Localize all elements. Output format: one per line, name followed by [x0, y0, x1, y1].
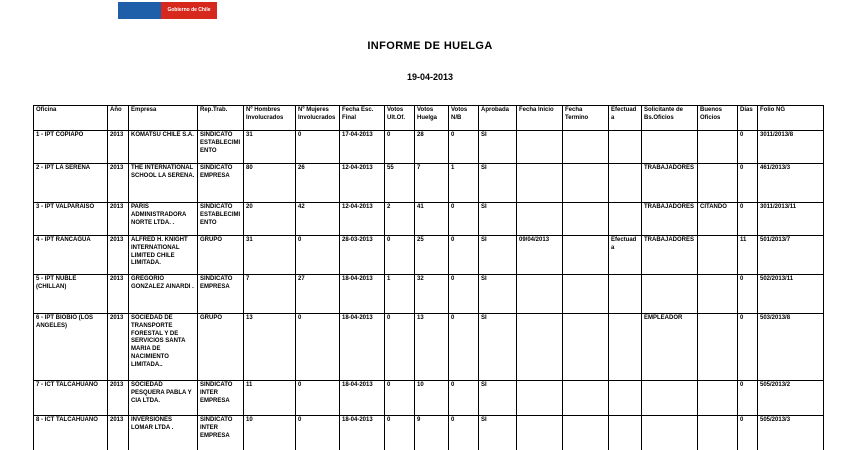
table-cell: [642, 381, 698, 416]
table-cell: 503/2013/8: [758, 314, 824, 381]
table-cell: 2013: [108, 203, 129, 236]
table-row: [34, 131, 824, 164]
table-cell: 3 - IPT VALPARAISO: [34, 203, 108, 236]
table-cell: TRABAJADORES: [642, 236, 698, 275]
table-cell: GREGORIO GONZALEZ AINARDI .: [129, 275, 198, 314]
column-header: Fecha Esc. Final: [340, 106, 385, 131]
table-cell: 0: [385, 381, 415, 416]
table-cell: 5 - IPT ÑUBLE (CHILLAN): [34, 275, 108, 314]
table-row: [34, 164, 824, 203]
report-date: 19-04-2013: [406, 72, 454, 82]
table-cell: 12-04-2013: [340, 164, 385, 203]
table-cell: Efectuada: [609, 236, 642, 275]
table-row: [34, 203, 824, 236]
column-header: Nº Mujeres Involucrados: [296, 106, 340, 131]
table-cell: 0: [449, 275, 479, 314]
chile-flag-icon: [118, 2, 161, 19]
table-cell: ALFRED H. KNIGHT INTERNATIONAL LIMITED CHILE LIMITADA.: [129, 236, 198, 275]
table-cell: SI: [479, 314, 517, 381]
table-cell: 2: [385, 203, 415, 236]
table-cell: [563, 416, 609, 450]
table-cell: 25: [415, 236, 449, 275]
table-cell: 0: [738, 381, 758, 416]
table-cell: 18-04-2013: [340, 416, 385, 450]
table-cell: 0: [738, 164, 758, 203]
table-cell: 8 - ICT TALCAHUANO: [34, 416, 108, 450]
column-header: Efectuada: [609, 106, 642, 131]
table-cell: [698, 381, 738, 416]
table-cell: 501/2013/7: [758, 236, 824, 275]
table-cell: [698, 236, 738, 275]
table-cell: SI: [479, 416, 517, 450]
table-cell: GRUPO: [198, 314, 244, 381]
table-cell: SINDICATO INTER EMPRESA: [198, 381, 244, 416]
table-cell: 42: [296, 203, 340, 236]
table-cell: KOMATSU CHILE S.A.: [129, 131, 198, 164]
table-cell: THE INTERNATIONAL SCHOOL LA SERENA.: [129, 164, 198, 203]
table-cell: SI: [479, 236, 517, 275]
table-cell: [698, 416, 738, 450]
table-cell: [563, 381, 609, 416]
table-cell: 0: [738, 131, 758, 164]
table-cell: [609, 131, 642, 164]
table-cell: [609, 381, 642, 416]
table-cell: SI: [479, 275, 517, 314]
table-cell: [563, 275, 609, 314]
table-cell: 1 - IPT COPIAPO: [34, 131, 108, 164]
gobierno-de-chile-logo: [118, 2, 217, 19]
table-cell: 0: [738, 314, 758, 381]
table-cell: [642, 416, 698, 450]
table-cell: 28-03-2013: [340, 236, 385, 275]
column-header: Fecha Termino: [563, 106, 609, 131]
table-cell: 0: [449, 236, 479, 275]
table-cell: 0: [296, 314, 340, 381]
table-header: [34, 106, 824, 131]
table-cell: 0: [449, 203, 479, 236]
table-cell: SINDICATO ESTABLECIMIENTO: [198, 131, 244, 164]
table-cell: [698, 164, 738, 203]
table-cell: 0: [738, 275, 758, 314]
table-cell: [517, 381, 563, 416]
table-cell: 2013: [108, 275, 129, 314]
table-cell: 502/2013/11: [758, 275, 824, 314]
table-cell: [642, 275, 698, 314]
table-cell: 505/2013/3: [758, 416, 824, 450]
huelga-table: [33, 105, 824, 450]
column-header: Folio NG: [758, 106, 824, 131]
table-cell: 41: [415, 203, 449, 236]
table-cell: [517, 275, 563, 314]
table-cell: [642, 131, 698, 164]
table-cell: 09/04/2013: [517, 236, 563, 275]
column-header: Buenos Oficios: [698, 106, 738, 131]
table-row: [34, 381, 824, 416]
table-cell: [563, 203, 609, 236]
table-cell: [609, 203, 642, 236]
table-cell: 505/2013/2: [758, 381, 824, 416]
table-cell: [609, 275, 642, 314]
table-cell: SI: [479, 164, 517, 203]
table-cell: 9: [415, 416, 449, 450]
table-cell: [609, 164, 642, 203]
table-cell: SI: [479, 381, 517, 416]
table-cell: SI: [479, 203, 517, 236]
table-cell: 18-04-2013: [340, 314, 385, 381]
table-row: [34, 236, 824, 275]
table-cell: 2013: [108, 236, 129, 275]
table-body: [34, 131, 824, 450]
table-cell: TRABAJADORES: [642, 203, 698, 236]
table-cell: SINDICATO EMPRESA: [198, 164, 244, 203]
table-cell: 0: [738, 416, 758, 450]
table-cell: 7: [244, 275, 296, 314]
table-row: [34, 314, 824, 381]
table-cell: 2013: [108, 164, 129, 203]
table-cell: 3011/2013/8: [758, 131, 824, 164]
table-cell: 1: [449, 164, 479, 203]
table-cell: 0: [449, 314, 479, 381]
table-cell: 2013: [108, 416, 129, 450]
table-cell: 27: [296, 275, 340, 314]
table-cell: [698, 314, 738, 381]
table-cell: 13: [415, 314, 449, 381]
column-header: Nº Hombres Involucrados: [244, 106, 296, 131]
table-cell: SOCIEDAD PESQUERA PABLA Y CIA LTDA.: [129, 381, 198, 416]
table-cell: 11: [738, 236, 758, 275]
table-cell: [517, 314, 563, 381]
table-cell: EMPLEADOR: [642, 314, 698, 381]
table-cell: SINDICATO INTER EMPRESA: [198, 416, 244, 450]
table-cell: 55: [385, 164, 415, 203]
table-cell: 0: [385, 416, 415, 450]
column-header: Votos N/B: [449, 106, 479, 131]
table-cell: [517, 131, 563, 164]
column-header: Rep.Trab.: [198, 106, 244, 131]
table-cell: 17-04-2013: [340, 131, 385, 164]
table-cell: 28: [415, 131, 449, 164]
column-header: Votos Huelga: [415, 106, 449, 131]
table-cell: 12-04-2013: [340, 203, 385, 236]
header-row: [34, 106, 824, 131]
table-cell: 32: [415, 275, 449, 314]
logo-label: Gobierno de Chile: [161, 2, 217, 19]
table-cell: 461/2013/3: [758, 164, 824, 203]
table-cell: 18-04-2013: [340, 381, 385, 416]
table-cell: 0: [385, 131, 415, 164]
table-cell: 26: [296, 164, 340, 203]
column-header: Aprobada: [479, 106, 517, 131]
column-header: Días: [738, 106, 758, 131]
table-cell: [517, 164, 563, 203]
table-cell: 10: [415, 381, 449, 416]
table-cell: TRABAJADORES: [642, 164, 698, 203]
table-cell: [563, 314, 609, 381]
column-header: Oficina: [34, 106, 108, 131]
table-cell: INVERSIONES LOMAR LTDA .: [129, 416, 198, 450]
table-cell: 20: [244, 203, 296, 236]
column-header: Fecha Inicio: [517, 106, 563, 131]
table-cell: 2 - IPT LA SERENA: [34, 164, 108, 203]
column-header: Solicitante de Bs.Oficios: [642, 106, 698, 131]
page-title: INFORME DE HUELGA: [367, 40, 493, 52]
column-header: Votos Ult.Of.: [385, 106, 415, 131]
table-cell: 0: [738, 203, 758, 236]
table-row: [34, 275, 824, 314]
table-cell: SINDICATO ESTABLECIMIENTO: [198, 203, 244, 236]
table-cell: 0: [296, 236, 340, 275]
table-cell: SI: [479, 131, 517, 164]
table-cell: 2013: [108, 314, 129, 381]
table-cell: [563, 131, 609, 164]
table-cell: 0: [385, 314, 415, 381]
table-cell: 31: [244, 236, 296, 275]
table-cell: [563, 164, 609, 203]
table-cell: SINDICATO EMPRESA: [198, 275, 244, 314]
table-cell: 6 - IPT BIOBIO (LOS ANGELES): [34, 314, 108, 381]
table-cell: 1: [385, 275, 415, 314]
table-cell: 10: [244, 416, 296, 450]
table-cell: [517, 203, 563, 236]
table-cell: CITANDO: [698, 203, 738, 236]
table-row: [34, 416, 824, 450]
table-cell: SOCIEDAD DE TRANSPORTE FORESTAL Y DE SERVICIOS SANTA MARIA DE NACIMIENTO LIMITADA..: [129, 314, 198, 381]
table-cell: [609, 314, 642, 381]
table-cell: 18-04-2013: [340, 275, 385, 314]
table-cell: 0: [449, 381, 479, 416]
table-cell: 2013: [108, 131, 129, 164]
table-cell: [517, 416, 563, 450]
table-cell: 7 - ICT TALCAHUANO: [34, 381, 108, 416]
table-cell: [698, 275, 738, 314]
table-cell: 0: [449, 416, 479, 450]
table-cell: [563, 236, 609, 275]
table-cell: [698, 131, 738, 164]
table-cell: 4 - IPT RANCAGUA: [34, 236, 108, 275]
table-cell: 0: [296, 381, 340, 416]
column-header: Año: [108, 106, 129, 131]
table-cell: 11: [244, 381, 296, 416]
table-cell: 0: [385, 236, 415, 275]
table-cell: 0: [296, 416, 340, 450]
table-cell: 0: [296, 131, 340, 164]
table-cell: [609, 416, 642, 450]
column-header: Empresa: [129, 106, 198, 131]
table-cell: 31: [244, 131, 296, 164]
table-cell: GRUPO: [198, 236, 244, 275]
table-cell: 0: [449, 131, 479, 164]
table-cell: 13: [244, 314, 296, 381]
table-cell: 80: [244, 164, 296, 203]
table-cell: 3011/2013/11: [758, 203, 824, 236]
table-cell: 2013: [108, 381, 129, 416]
table-cell: PARIS ADMINISTRADORA NORTE LTDA. .: [129, 203, 198, 236]
table-cell: 7: [415, 164, 449, 203]
